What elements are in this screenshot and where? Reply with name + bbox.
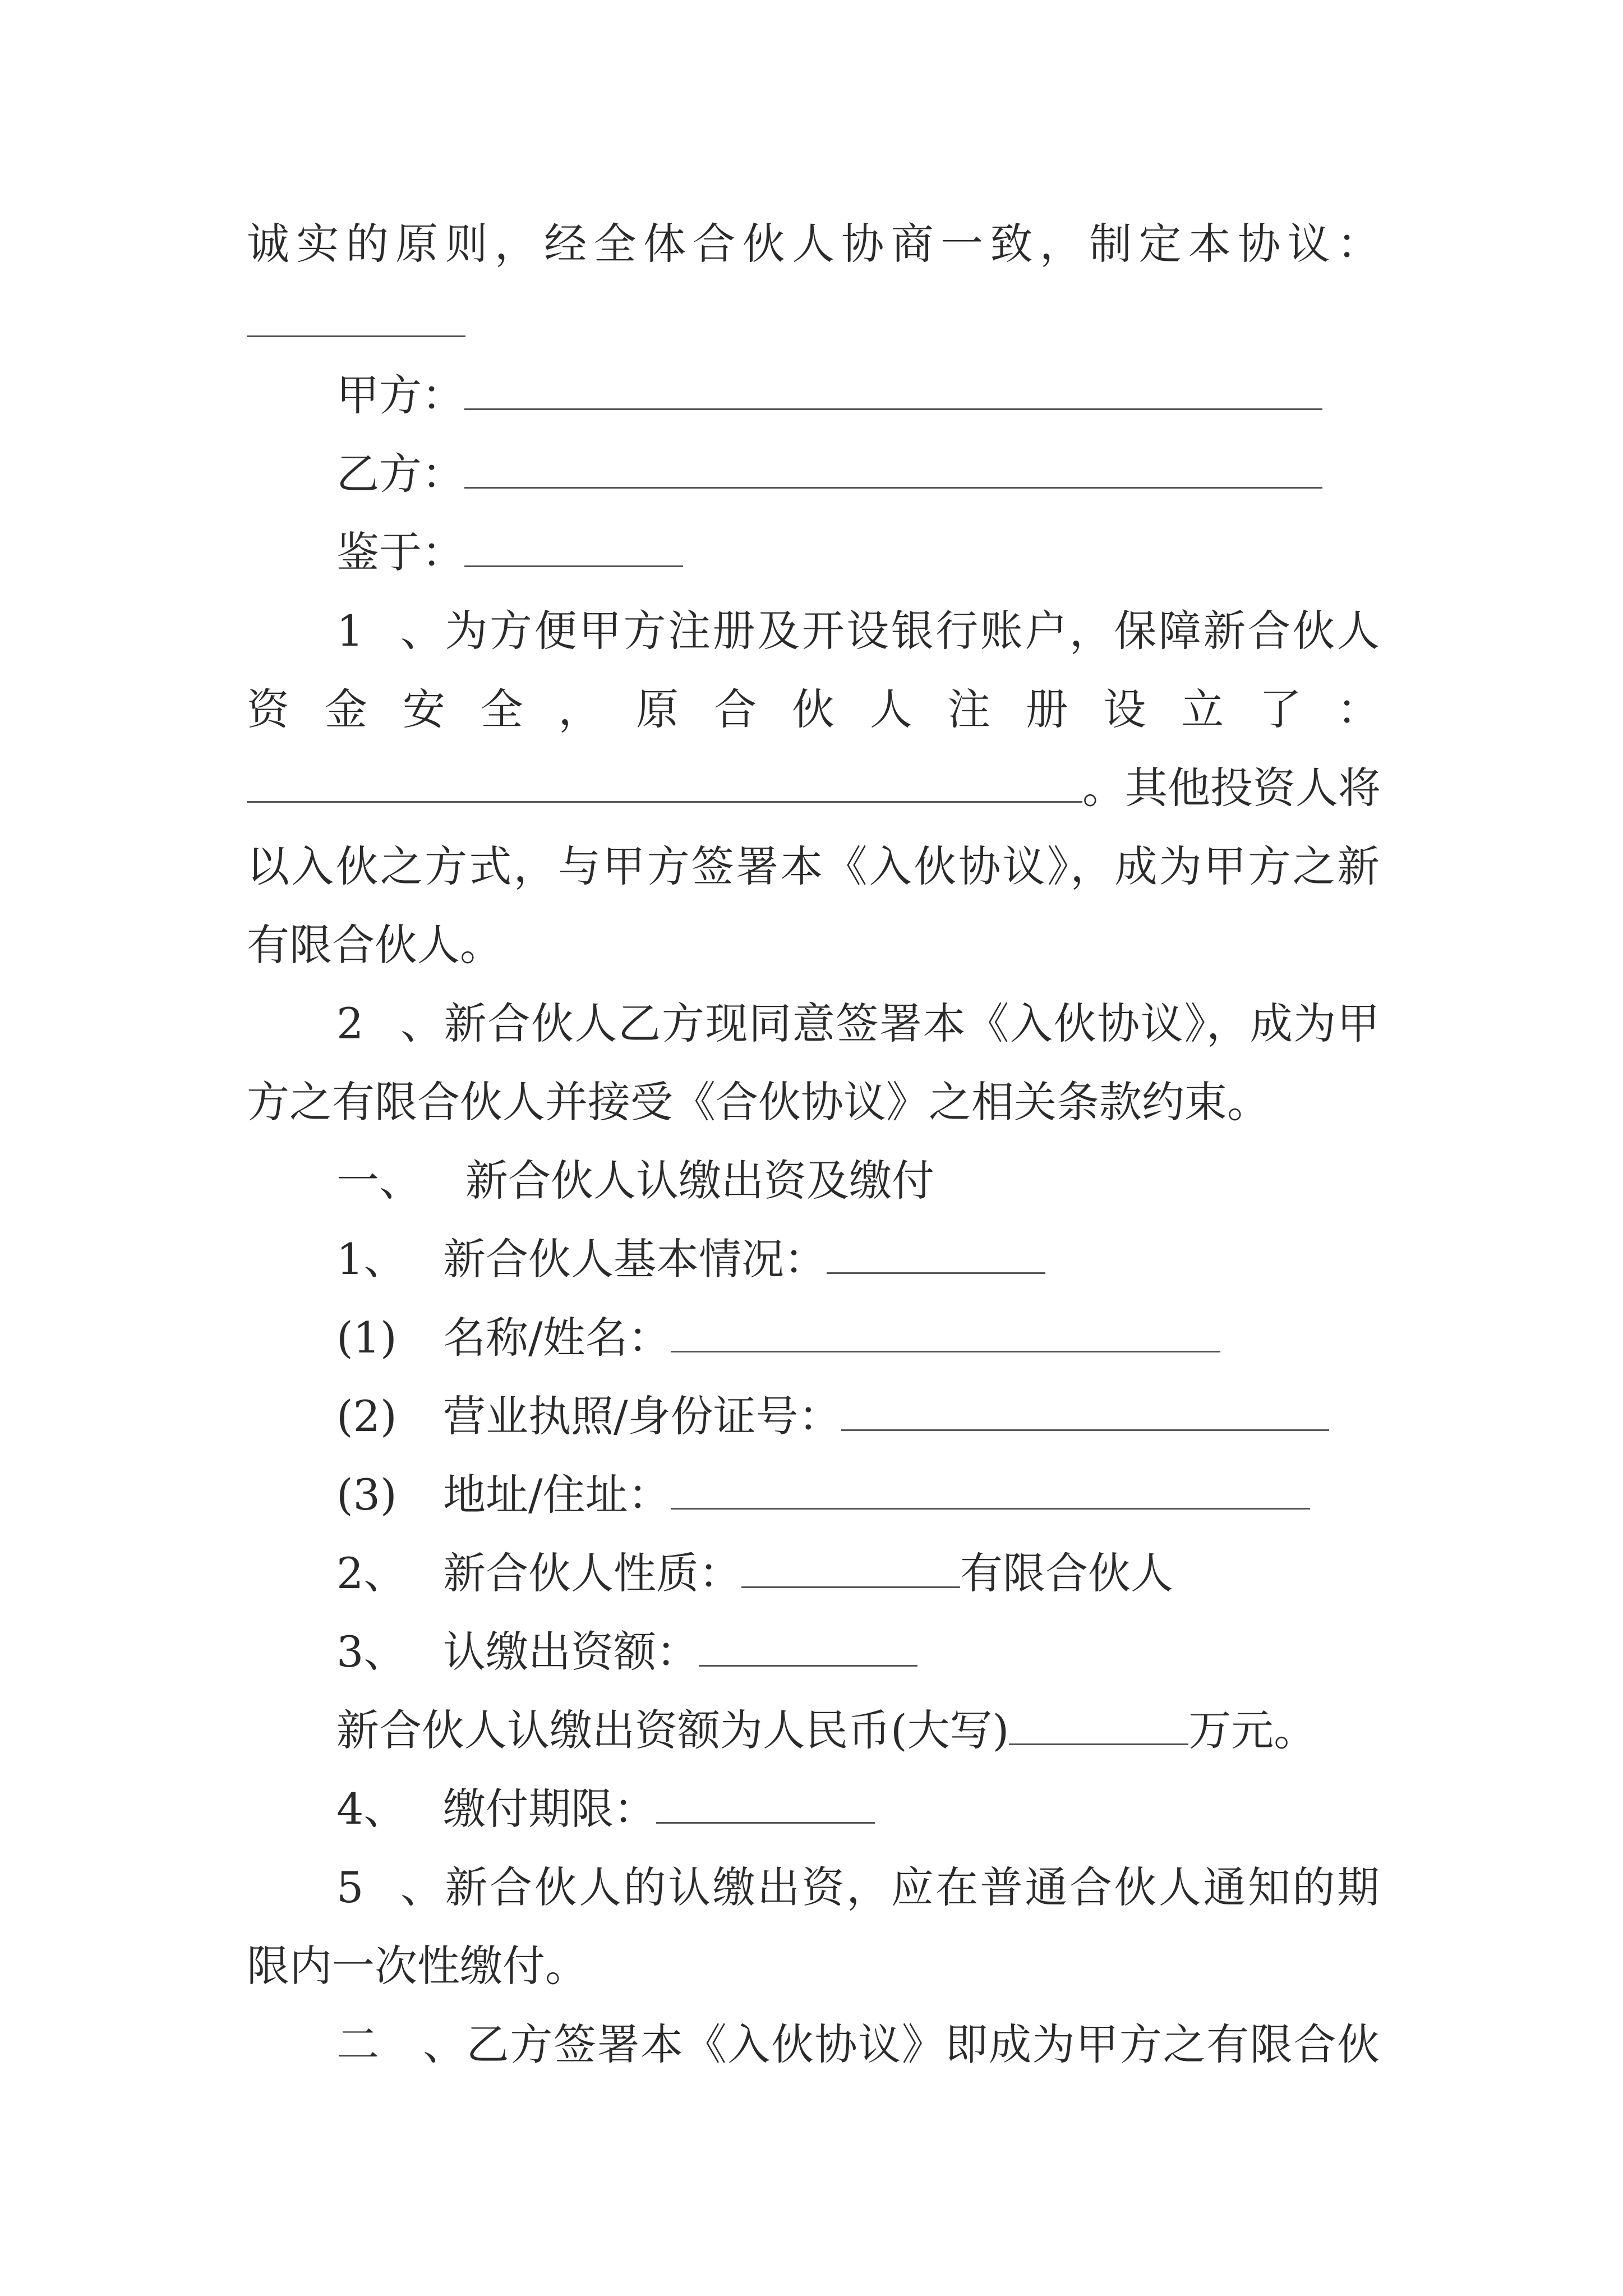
- paragraph-line: [247, 213, 1380, 275]
- item-number: 2、: [336, 999, 443, 1048]
- text: 新合伙人性质：: [443, 1548, 741, 1598]
- item-3-amount-line: [336, 1700, 1380, 1761]
- party-a-blank[interactable]: [464, 369, 1322, 410]
- party-a-line: [336, 365, 1380, 426]
- address-blank[interactable]: [671, 1469, 1310, 1510]
- section-1-heading: [336, 1150, 1380, 1212]
- text: 为方便甲方注册及开设银行账户，保障新合伙人: [443, 606, 1380, 656]
- blank-line: [247, 292, 1380, 342]
- paragraph-2-line-2: [247, 1071, 1380, 1133]
- text: 新合伙人基本情况：: [443, 1234, 827, 1284]
- item-4-line: [336, 1778, 1380, 1840]
- item-number: 1、: [336, 1234, 407, 1284]
- nature-blank[interactable]: [741, 1547, 960, 1588]
- whereas-line: [336, 522, 1380, 583]
- text: 以入伙之方式，与甲方签署本《入伙协议》，成为甲方之新: [247, 841, 1380, 891]
- whereas-blank[interactable]: [464, 526, 683, 567]
- paragraph-1-line-5: [247, 914, 1380, 976]
- text: 。其他投资人将: [1082, 763, 1381, 813]
- section-title: 新合伙人认缴出资及缴付: [465, 1156, 934, 1205]
- text: 认缴出资额：: [443, 1627, 699, 1677]
- item-number: (3): [336, 1470, 397, 1520]
- license-id-blank[interactable]: [841, 1390, 1329, 1431]
- item-5-line-2: [247, 1935, 1380, 1997]
- item-number: 5、: [336, 1862, 443, 1912]
- paragraph-2-line-1: [336, 993, 1380, 1055]
- paragraph-1-line-2: [247, 679, 1380, 740]
- item-1-line: [336, 1228, 1380, 1290]
- text: 方之有限合伙人并接受《合伙协议》之相关条款约束。: [247, 1077, 1270, 1127]
- text: 地址/住址：: [443, 1470, 671, 1520]
- text: 诚实的原则，经全体合伙人协商一致，制定本协议：: [247, 219, 1380, 269]
- fill-in-blank[interactable]: [247, 296, 465, 337]
- text: 有限合伙人。: [247, 920, 502, 970]
- item-1a-line: [336, 1307, 1380, 1369]
- item-number: 2、: [336, 1548, 407, 1598]
- section-number: 一、: [336, 1156, 422, 1205]
- party-b-label: 乙方：: [336, 449, 464, 499]
- name-blank[interactable]: [671, 1312, 1220, 1352]
- text: 资金安全，原合伙人注册设立了：: [247, 684, 1380, 734]
- text: 新合伙人认缴出资额为人民币(大写): [336, 1705, 1009, 1755]
- subscription-blank[interactable]: [699, 1626, 917, 1667]
- item-2-line: [336, 1543, 1380, 1604]
- item-number: 1、: [336, 606, 443, 656]
- item-number: 4、: [336, 1784, 407, 1834]
- item-1b-line: [336, 1386, 1380, 1447]
- text: 限内一次性缴付。: [247, 1941, 588, 1991]
- item-number: (1): [336, 1313, 397, 1363]
- section-2-line: [336, 2014, 1380, 2076]
- item-5-line-1: [336, 1857, 1380, 1918]
- party-b-blank[interactable]: [464, 448, 1322, 489]
- text: 乙方签署本《入伙协议》即成为甲方之有限合伙: [465, 2019, 1380, 2069]
- text: 新合伙人的认缴出资，应在普通合伙人通知的期: [443, 1862, 1380, 1912]
- text: 缴付期限：: [443, 1784, 656, 1834]
- item-number: (2): [336, 1391, 397, 1441]
- paragraph-1-line-4: [247, 836, 1380, 898]
- text: 新合伙人乙方现同意签署本《入伙协议》，成为甲: [443, 999, 1380, 1048]
- whereas-label: 鉴于：: [336, 527, 464, 577]
- paragraph-1-line-3: [247, 757, 1380, 819]
- item-number: 3、: [336, 1627, 407, 1677]
- amount-blank[interactable]: [1009, 1704, 1188, 1745]
- paragraph-1-line-1: [336, 600, 1380, 662]
- party-b-line: [336, 443, 1380, 505]
- party-a-label: 甲方：: [336, 370, 464, 420]
- text: 有限合伙人: [960, 1548, 1173, 1598]
- registered-entity-blank[interactable]: [247, 762, 1082, 803]
- text: 万元。: [1188, 1705, 1317, 1755]
- payment-deadline-blank[interactable]: [656, 1783, 875, 1824]
- item-3-line: [336, 1621, 1380, 1683]
- text: 名称/姓名：: [443, 1313, 671, 1363]
- item-1c-line: [336, 1464, 1380, 1526]
- text: 营业执照/身份证号：: [443, 1391, 841, 1441]
- section-number: 二、: [336, 2019, 465, 2069]
- basic-info-blank[interactable]: [827, 1233, 1045, 1274]
